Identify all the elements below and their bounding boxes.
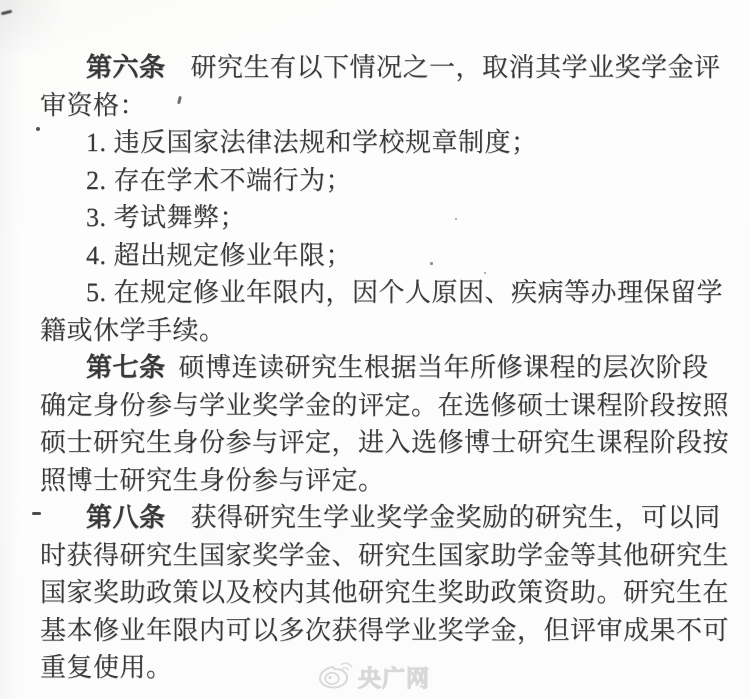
doc-line-text: 国家奖助政策以及校内其他研究生奖助政策资助。研究生在	[40, 578, 730, 607]
doc-line-text: 5. 在规定修业年限内，因个人原因、疾病等办理保留学	[86, 278, 724, 307]
doc-line-text: 3. 考试舞弊；	[86, 203, 247, 232]
article-number: 第六条	[86, 53, 166, 82]
doc-line-text: 1. 违反国家法律法规和学校规章制度；	[86, 128, 538, 157]
doc-line	[40, 312, 712, 350]
doc-line-text: 照博士研究生身份参与评定。	[40, 465, 385, 495]
doc-line	[40, 274, 724, 312]
doc-line	[40, 349, 712, 387]
doc-line	[40, 574, 730, 612]
pen-tick-mark	[1, 10, 12, 15]
doc-line	[40, 612, 730, 650]
doc-line	[40, 49, 721, 87]
doc-line	[40, 124, 712, 162]
doc-line	[40, 87, 712, 125]
doc-line-text: 重复使用。	[40, 653, 173, 682]
doc-line-text: 硕士研究生身份参与评定，进入选修博士研究生课程阶段按	[40, 428, 730, 457]
doc-line	[40, 649, 712, 687]
doc-line	[40, 424, 730, 462]
doc-line-text: 时获得研究生国家奖学金、研究生国家助学金等其他研究生	[40, 540, 730, 570]
doc-line-text: 确定身份参与学业奖学金的评定。在选修硕士课程阶段按照	[40, 390, 730, 420]
scan-edge-shading	[0, 0, 22, 699]
doc-line	[40, 199, 712, 237]
article-number: 第七条	[86, 353, 166, 382]
watermark-text: 央广网	[358, 664, 430, 691]
doc-line-text: 获得研究生学业奖学金奖励的研究生，可以同	[190, 503, 721, 532]
doc-line-text: 审资格：	[40, 90, 147, 120]
doc-line-text: 2. 存在学术不端行为；	[86, 165, 353, 195]
doc-line	[40, 462, 712, 500]
doc-line-text: 研究生有以下情况之一，取消其学业奖学金评	[190, 53, 721, 82]
doc-line-text: 籍或休学手续。	[40, 315, 226, 345]
doc-line	[40, 237, 712, 275]
document-text-block	[40, 49, 730, 687]
doc-line	[40, 162, 712, 200]
doc-line	[40, 387, 730, 425]
doc-line-text: 4. 超出规定修业年限；	[86, 240, 353, 270]
doc-line-text: 硕博连读研究生根据当年所修课程的层次阶段	[178, 353, 709, 382]
doc-line-text: 基本修业年限内可以多次获得学业奖学金，但评审成果不可	[40, 615, 730, 645]
doc-line	[40, 537, 730, 575]
doc-line	[40, 499, 721, 537]
article-number: 第八条	[86, 503, 166, 532]
